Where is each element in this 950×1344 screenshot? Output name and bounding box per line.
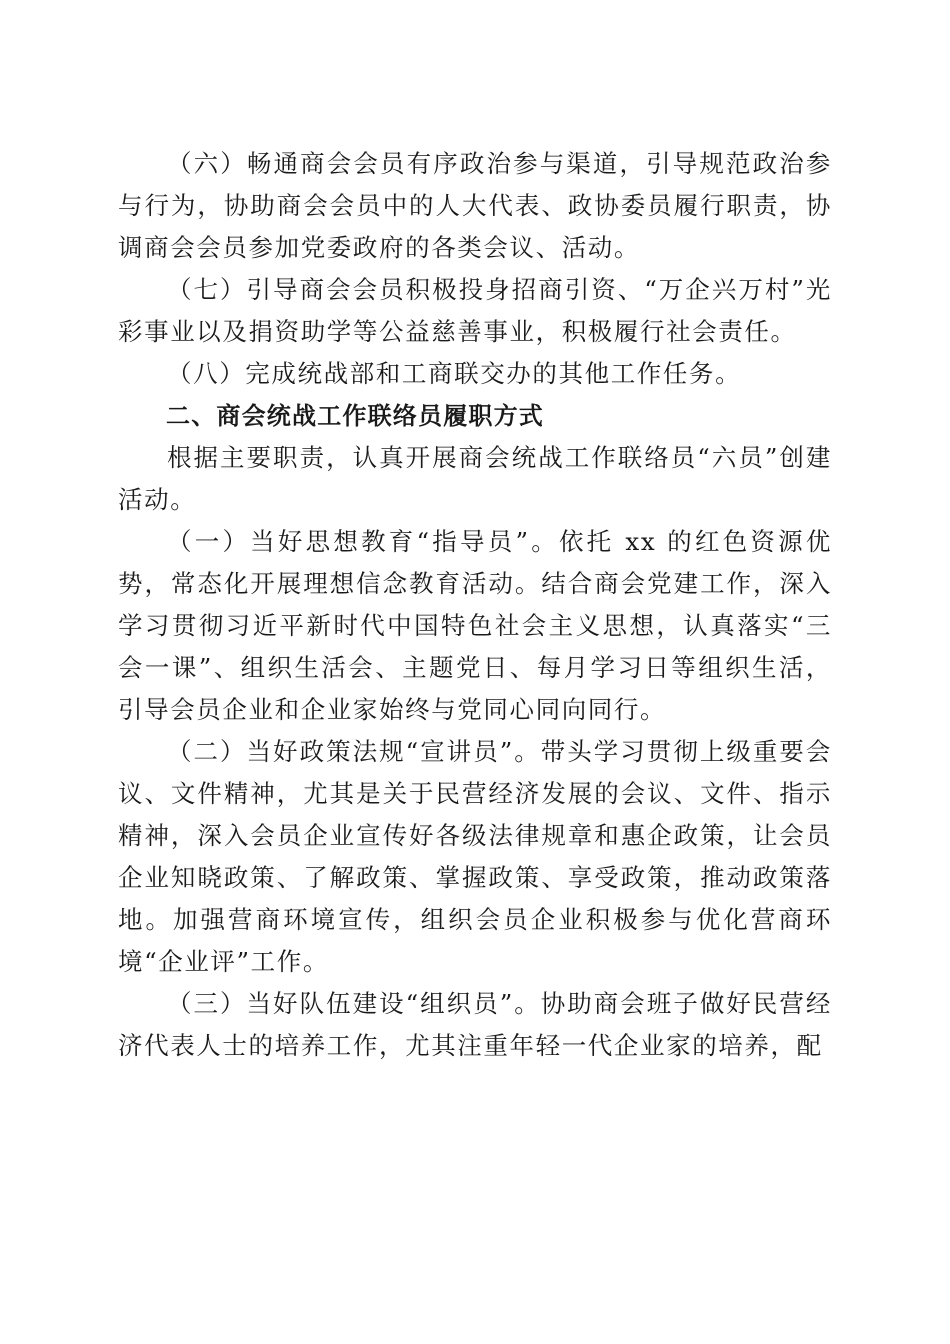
document-body bbox=[118, 143, 832, 1067]
item-three: （三）当好队伍建设“组织员”。协助商会班子做好民营经济代表人士的培养工作，尤其注重年轻一代企业家的培养，配 bbox=[118, 989, 832, 1060]
item-one: （一）当好思想教育“指导员”。依托 xx 的红色资源优势，常态化开展理想信念教育活动。结合商会党建工作，深入学习贯彻习近平新时代中国特色社会主义思想，认真落实“三会一课”、组织生活会、主题党日、每月学习日等组织生活，引导会员企业和企业家始终与党同心同向同行。 bbox=[118, 527, 832, 724]
paragraph-seven: （七）引导商会会员积极投身招商引资、“万企兴万村”光彩事业以及捐资助学等公益慈善事业，积极履行社会责任。 bbox=[118, 275, 832, 346]
paragraph-six: （六）畅通商会会员有序政治参与渠道，引导规范政治参与行为，协助商会会员中的人大代表、政协委员履行职责，协调商会会员参加党委政府的各类会议、活动。 bbox=[118, 149, 832, 262]
paragraph-eight: （八）完成统战部和工商联交办的其他工作任务。 bbox=[167, 359, 742, 388]
section-heading: 二、商会统战工作联络员履职方式 bbox=[166, 402, 544, 430]
item-two: （二）当好政策法规“宣讲员”。带头学习贯彻上级重要会议、文件精神，尤其是关于民营经济发展的会议、文件、指示精神，深入会员企业宣传好各级法律规章和惠企政策，让会员企业知晓政策、了解政策、掌握政策、享受政策，推动政策落地。加强营商环境宣传，组织会员企业积极参与优化营商环境“企业评”工作。 bbox=[118, 737, 832, 976]
section-intro: 根据主要职责，认真开展商会统战工作联络员“六员”创建活动。 bbox=[118, 443, 832, 514]
